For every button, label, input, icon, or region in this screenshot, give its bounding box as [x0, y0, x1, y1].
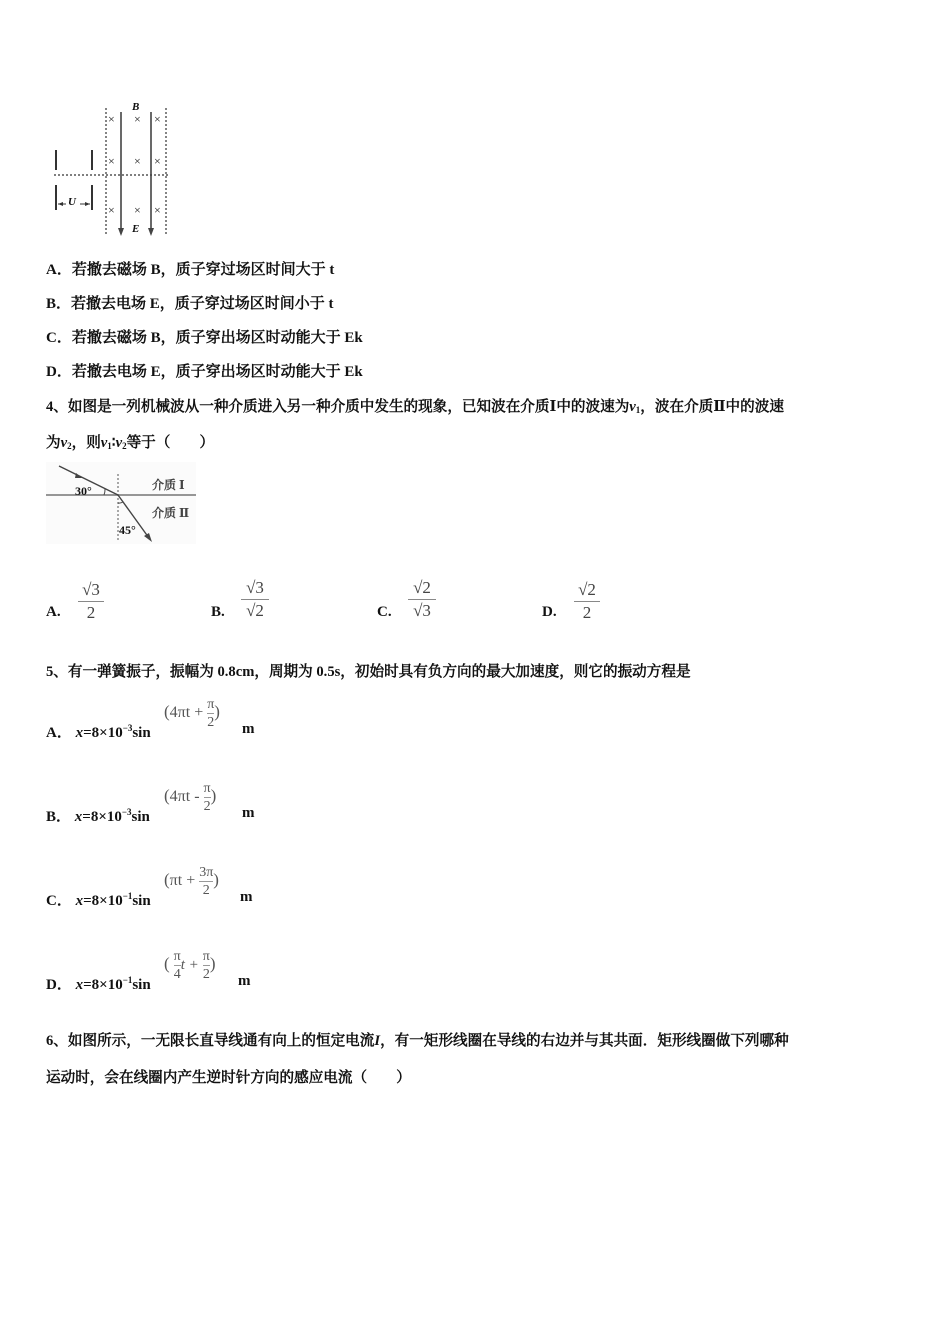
- q5-option-d-phase: ( $\frac{\pi}{4}$ t + $\frac{\pi}{2}$ ): [164, 949, 216, 982]
- magnetic-cross: ×: [108, 112, 115, 126]
- q5-option-a-unit: m: [242, 721, 255, 737]
- incident-angle-label: 30°: [75, 484, 92, 498]
- magnetic-cross: ×: [134, 154, 141, 168]
- q3-option-d: D．若撤去电场 E，质子穿出场区时动能大于 Ek: [46, 364, 363, 380]
- magnetic-cross: ×: [108, 203, 115, 217]
- medium-2-label: 介质 Ⅱ: [152, 506, 190, 520]
- b-field-label: B: [132, 101, 140, 113]
- q5-option-c: C． $x=8\times 10^{-1}\sin$: [46, 891, 151, 909]
- magnetic-cross: ×: [134, 203, 141, 217]
- q6-question-line1: 6、如图所示，一无限长直导线通有向上的恒定电流I，有一矩形线圈在导线的右边并与其共面．矩形线圈做下列哪种: [46, 1033, 789, 1049]
- voltage-label: U: [68, 196, 76, 208]
- q5-option-b-unit: m: [242, 805, 255, 821]
- q4-option-b-fraction: √3 √2: [241, 578, 269, 621]
- q5-option-b-phase: (4πt - $\frac{\pi}{2}$ ): [164, 781, 217, 814]
- q5-question: 5、有一弹簧振子，振幅为 0.8cm，周期为 0.5s，初始时具有负方向的最大加速度，则它的振动方程是: [46, 664, 691, 680]
- q3-option-c: C．若撤去磁场 B，质子穿出场区时动能大于 Ek: [46, 330, 363, 346]
- q4-option-a-label: A.: [46, 604, 61, 620]
- q4-option-b-label: B.: [211, 604, 225, 620]
- magnetic-cross: ×: [154, 112, 161, 126]
- magnetic-cross: ×: [134, 112, 141, 126]
- q5-option-a: A． $x=8\times 10^{-3}\sin$: [46, 723, 151, 741]
- q4-question-line1: 4、如图是一列机械波从一种介质进入另一种介质中发生的现象，已知波在介质Ⅰ中的波速为$v_1$，波在介质Ⅱ中的波速: [46, 399, 784, 415]
- medium-1-label: 介质 Ⅰ: [152, 478, 185, 492]
- q4-option-c-label: C.: [377, 604, 392, 620]
- magnetic-cross: ×: [154, 154, 161, 168]
- q3-option-b: B．若撤去电场 E，质子穿过场区时间小于 t: [46, 296, 334, 312]
- q5-option-c-phase: (πt + $\frac{3\pi}{2}$ ): [164, 865, 219, 898]
- q5-option-d-unit: m: [238, 973, 251, 989]
- q6-question-line2: 运动时，会在线圈内产生逆时针方向的感应电流（ ）: [46, 1070, 411, 1086]
- q4-option-c-fraction: √2 √3: [408, 578, 436, 621]
- q5-option-d: D． $x=8\times 10^{-1}\sin$: [46, 975, 151, 993]
- q3-option-a: A．若撤去磁场 B，质子穿过场区时间大于 t: [46, 262, 335, 278]
- magnetic-cross: ×: [154, 203, 161, 217]
- q5-option-a-phase: (4πt + $\frac{\pi}{2}$ ): [164, 697, 220, 730]
- e-field-label: E: [132, 223, 140, 235]
- q4-question-line2: 为$v_2$，则$v_1∶v_2$等于（ ）: [46, 435, 215, 451]
- q5-option-c-unit: m: [240, 889, 253, 905]
- refraction-angle-label: 45°: [119, 523, 136, 537]
- magnetic-cross: ×: [108, 154, 115, 168]
- q5-option-b: B． $x=8\times 10^{-3}\sin$: [46, 807, 150, 825]
- q4-option-d-fraction: √2 2: [574, 580, 600, 623]
- q4-option-a-fraction: √3 2: [78, 580, 104, 623]
- q4-option-d-label: D.: [542, 604, 557, 620]
